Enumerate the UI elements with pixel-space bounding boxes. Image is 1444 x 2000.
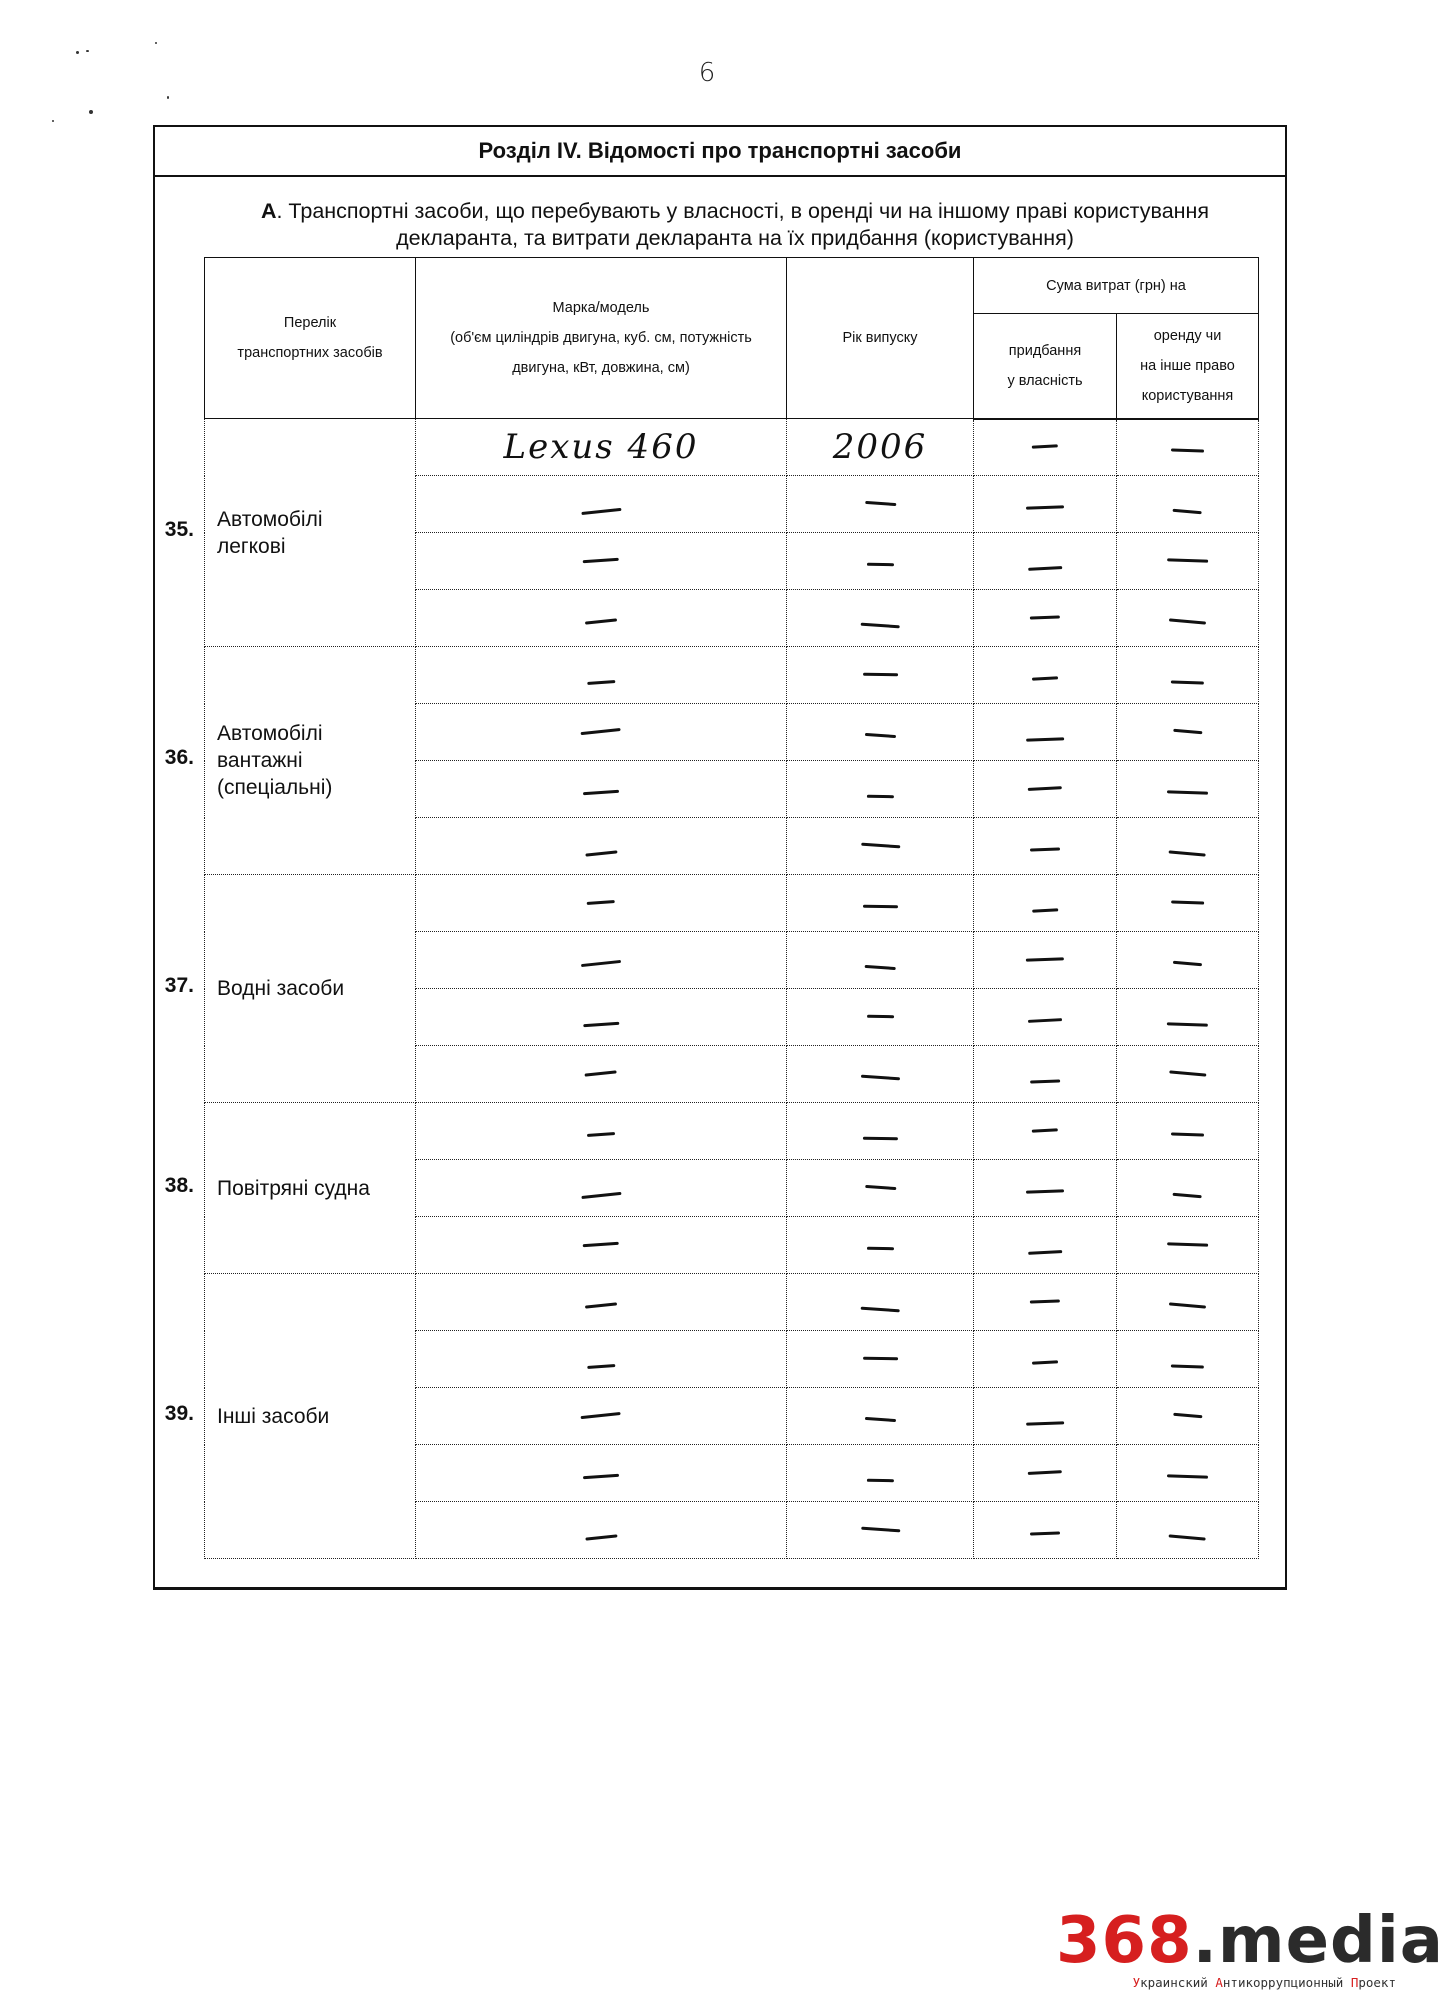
dash-mark (587, 1132, 615, 1136)
watermark-logo-number: 368 (1056, 1904, 1193, 1978)
cell-purchase (974, 647, 1117, 704)
cell-year (787, 647, 974, 704)
tagline-word: роект (1358, 1975, 1396, 1990)
watermark (1056, 1904, 1444, 1990)
cell-rent (1117, 1502, 1259, 1559)
cell-model (416, 533, 787, 590)
dash-mark (1173, 728, 1202, 733)
cell-purchase (974, 1388, 1117, 1445)
cell-purchase (974, 1217, 1117, 1274)
category-label-line: Автомобілі (217, 722, 323, 745)
cell-year (787, 989, 974, 1046)
watermark-logo (1056, 1904, 1444, 1978)
cell-rent (1117, 647, 1259, 704)
tagline-word: краинский (1140, 1975, 1216, 1990)
dash-mark (865, 500, 896, 505)
scan-speck (86, 50, 89, 52)
dash-mark (1028, 566, 1062, 570)
dash-mark (1167, 1474, 1208, 1478)
dash-mark (860, 1074, 899, 1079)
dash-mark (866, 794, 893, 797)
header-line: Перелік (283, 315, 337, 331)
category-label-line: Повітряні судна (217, 1176, 370, 1200)
cell-rent (1117, 1217, 1259, 1274)
dash-mark (1171, 1132, 1204, 1136)
cell-year (787, 1160, 974, 1217)
dash-mark (587, 900, 615, 904)
cell-year (787, 1388, 974, 1445)
dash-mark (866, 1246, 893, 1249)
dash-mark (862, 904, 897, 907)
header-line: оренду чи (1153, 327, 1222, 344)
cell-rent (1117, 533, 1259, 590)
dash-mark (1032, 444, 1058, 448)
section-number: 36. (164, 746, 194, 769)
dash-mark (1169, 850, 1206, 856)
category-label (205, 647, 416, 875)
cell-purchase (974, 932, 1117, 989)
cell-rent (1117, 1103, 1259, 1160)
section-number: 39. (164, 1401, 194, 1425)
cell-rent (1117, 1445, 1259, 1502)
page-number: 6 (698, 58, 716, 88)
header-make-model (416, 258, 787, 419)
dash-mark (583, 789, 619, 794)
dash-mark (1169, 1070, 1206, 1076)
cell-purchase (974, 476, 1117, 533)
dash-mark (1171, 900, 1204, 904)
table-row (205, 1274, 1259, 1331)
dash-mark (864, 964, 895, 969)
dash-mark (1169, 618, 1206, 624)
cell-purchase (974, 590, 1117, 647)
cell-purchase (974, 1502, 1117, 1559)
tagline-word: нтикоррупционный (1222, 1975, 1351, 1990)
dash-mark (1173, 1192, 1202, 1197)
dash-mark (585, 618, 617, 624)
cell-model (416, 818, 787, 875)
dash-mark (1032, 908, 1058, 912)
dash-mark (1028, 1470, 1062, 1474)
dash-mark (1173, 1412, 1202, 1417)
dash-mark (863, 672, 898, 675)
vehicles-table (204, 257, 1259, 1559)
dash-mark (1028, 1018, 1062, 1022)
header-line: (об'єм циліндрів двигуна, куб. см, потужність (450, 330, 752, 346)
dash-mark (860, 622, 899, 627)
dash-mark (587, 680, 615, 684)
cell-year (787, 1103, 974, 1160)
cell-purchase (974, 1331, 1117, 1388)
dash-mark (1171, 1364, 1204, 1368)
cell-purchase (974, 1160, 1117, 1217)
cell-year (787, 419, 974, 476)
cell-purchase (974, 533, 1117, 590)
cell-model (416, 932, 787, 989)
cell-purchase (974, 704, 1117, 761)
dash-mark (585, 1302, 617, 1308)
scan-speck (76, 51, 79, 54)
dash-mark (863, 1356, 898, 1359)
header-cost-group: Сума витрат (грн) на (974, 258, 1259, 314)
cell-model (416, 1388, 787, 1445)
cell-purchase (974, 761, 1117, 818)
scan-speck (52, 120, 54, 122)
dash-mark (862, 1136, 897, 1139)
dash-mark (583, 1241, 619, 1246)
cell-year (787, 932, 974, 989)
cell-model (416, 1046, 787, 1103)
cell-model (416, 704, 787, 761)
dash-mark (1167, 790, 1208, 794)
cell-rent (1117, 476, 1259, 533)
cell-model (416, 419, 787, 476)
dash-mark (867, 1014, 894, 1017)
tagline-initial: У (1132, 1975, 1141, 1990)
dash-mark (1171, 680, 1204, 684)
dash-mark (1032, 1360, 1058, 1364)
dash-mark (1030, 1079, 1060, 1083)
dash-mark (585, 850, 617, 856)
section-number: 35. (164, 518, 194, 541)
cell-rent (1117, 875, 1259, 932)
section-title: Розділ IV. Відомості про транспортні засоби (155, 127, 1285, 177)
cell-rent (1117, 419, 1259, 476)
dash-mark (581, 727, 621, 734)
dash-mark (1026, 505, 1064, 509)
scan-speck (89, 110, 93, 114)
handwritten-model: Lexus 460 (503, 427, 699, 467)
header-line: двигуна, кВт, довжина, см) (512, 360, 690, 376)
dash-mark (583, 1021, 619, 1026)
dash-mark (583, 557, 619, 562)
header-line: транспортних засобів (237, 345, 383, 361)
cell-purchase (974, 818, 1117, 875)
dash-mark (861, 1526, 900, 1531)
dash-mark (1167, 1242, 1208, 1246)
cell-rent (1117, 932, 1259, 989)
dash-mark (1173, 960, 1202, 965)
cell-purchase (974, 989, 1117, 1046)
header-line: у власність (1007, 372, 1083, 389)
section-number: 37. (164, 974, 194, 997)
dash-mark (585, 1070, 617, 1076)
cell-rent (1117, 704, 1259, 761)
category-label (205, 1103, 416, 1274)
header-purchase (974, 314, 1117, 419)
dash-mark (1030, 615, 1060, 619)
dash-mark (866, 1478, 893, 1481)
dash-mark (1167, 1022, 1208, 1026)
cell-model (416, 1274, 787, 1331)
dash-mark (587, 1364, 615, 1368)
category-label-line: Інші засоби (217, 1404, 330, 1428)
cell-year (787, 818, 974, 875)
cell-rent (1117, 818, 1259, 875)
dash-mark (1169, 1534, 1206, 1540)
dash-mark (1026, 737, 1064, 741)
header-rent (1117, 314, 1259, 419)
dash-mark (1030, 1299, 1060, 1303)
dash-mark (581, 507, 621, 514)
dash-mark (866, 562, 893, 565)
dash-mark (1030, 847, 1060, 851)
scan-speck (155, 42, 157, 44)
category-label-line: легкові (217, 534, 286, 558)
cell-year (787, 1502, 974, 1559)
header-line: на інше право (1140, 357, 1235, 374)
table-row (205, 647, 1259, 704)
cell-year (787, 590, 974, 647)
cell-rent (1117, 761, 1259, 818)
cell-model (416, 1160, 787, 1217)
subsection-title (200, 198, 1270, 252)
category-label (205, 419, 416, 647)
header-line: користування (1141, 387, 1234, 404)
dash-mark (1030, 1531, 1060, 1535)
header-vehicle-list (205, 258, 416, 419)
cell-rent (1117, 1331, 1259, 1388)
category-label (205, 1274, 416, 1559)
cell-purchase (974, 1274, 1117, 1331)
section-number: 38. (164, 1173, 194, 1197)
dash-mark (1171, 448, 1204, 452)
cell-year (787, 1217, 974, 1274)
dash-mark (1028, 786, 1062, 790)
category-label (205, 875, 416, 1103)
watermark-logo-domain: .media (1192, 1904, 1444, 1978)
dash-mark (1026, 1189, 1064, 1193)
dash-mark (861, 842, 900, 847)
cell-model (416, 590, 787, 647)
category-label-line: Водні засоби (217, 977, 345, 1000)
tagline-initial: П (1350, 1975, 1359, 1990)
dash-mark (581, 959, 621, 966)
subsection-text: . Транспортні засоби, що перебувають у власності, в оренді чи на іншому праві користування декларанта, та витрати декларанта на їх придбання (користування) (276, 199, 1210, 250)
cell-model (416, 1445, 787, 1502)
dash-mark (1167, 558, 1208, 562)
cell-year (787, 875, 974, 932)
cell-model (416, 476, 787, 533)
dash-mark (581, 1191, 621, 1198)
cell-rent (1117, 1160, 1259, 1217)
dash-mark (860, 1306, 899, 1311)
cell-purchase (974, 875, 1117, 932)
category-label-line: (спеціальні) (217, 776, 333, 799)
cell-rent (1117, 590, 1259, 647)
dash-mark (1026, 1421, 1064, 1425)
cell-model (416, 875, 787, 932)
cell-year (787, 533, 974, 590)
dash-mark (1169, 1302, 1206, 1308)
cell-model (416, 1103, 787, 1160)
cell-purchase (974, 1103, 1117, 1160)
dash-mark (1028, 1250, 1062, 1254)
header-line: Марка/модель (552, 300, 650, 316)
dash-mark (865, 1184, 896, 1189)
table-row (205, 1103, 1259, 1160)
category-label-line: вантажні (217, 749, 303, 772)
dash-mark (864, 1416, 895, 1421)
cell-purchase (974, 1445, 1117, 1502)
cell-model (416, 1331, 787, 1388)
cell-rent (1117, 989, 1259, 1046)
cell-model (416, 989, 787, 1046)
table-row (205, 875, 1259, 932)
cell-year (787, 1331, 974, 1388)
cell-year (787, 761, 974, 818)
cell-year (787, 1445, 974, 1502)
cell-rent (1117, 1046, 1259, 1103)
cell-purchase (974, 419, 1117, 476)
dash-mark (585, 1534, 617, 1540)
subsection-letter: А (260, 199, 277, 223)
cell-year (787, 476, 974, 533)
dash-mark (1032, 1128, 1058, 1132)
dash-mark (864, 732, 895, 737)
handwritten-year: 2006 (832, 427, 928, 467)
cell-rent (1117, 1274, 1259, 1331)
dash-mark (583, 1473, 619, 1478)
header-year: Рік випуску (787, 258, 974, 419)
cell-model (416, 1217, 787, 1274)
table-row (205, 419, 1259, 476)
cell-year (787, 1046, 974, 1103)
tagline-initial: А (1215, 1975, 1223, 1990)
dash-mark (1173, 508, 1202, 513)
cell-model (416, 1502, 787, 1559)
scan-speck (167, 96, 169, 99)
dash-mark (581, 1411, 621, 1418)
cell-purchase (974, 1046, 1117, 1103)
vehicles-table-body (205, 419, 1259, 1559)
cell-year (787, 1274, 974, 1331)
cell-year (787, 704, 974, 761)
header-line: придбання (1008, 342, 1082, 359)
cell-model (416, 647, 787, 704)
dash-mark (1032, 676, 1058, 680)
cell-rent (1117, 1388, 1259, 1445)
category-label-line: Автомобілі (217, 507, 323, 531)
cell-model (416, 761, 787, 818)
dash-mark (1026, 957, 1064, 961)
